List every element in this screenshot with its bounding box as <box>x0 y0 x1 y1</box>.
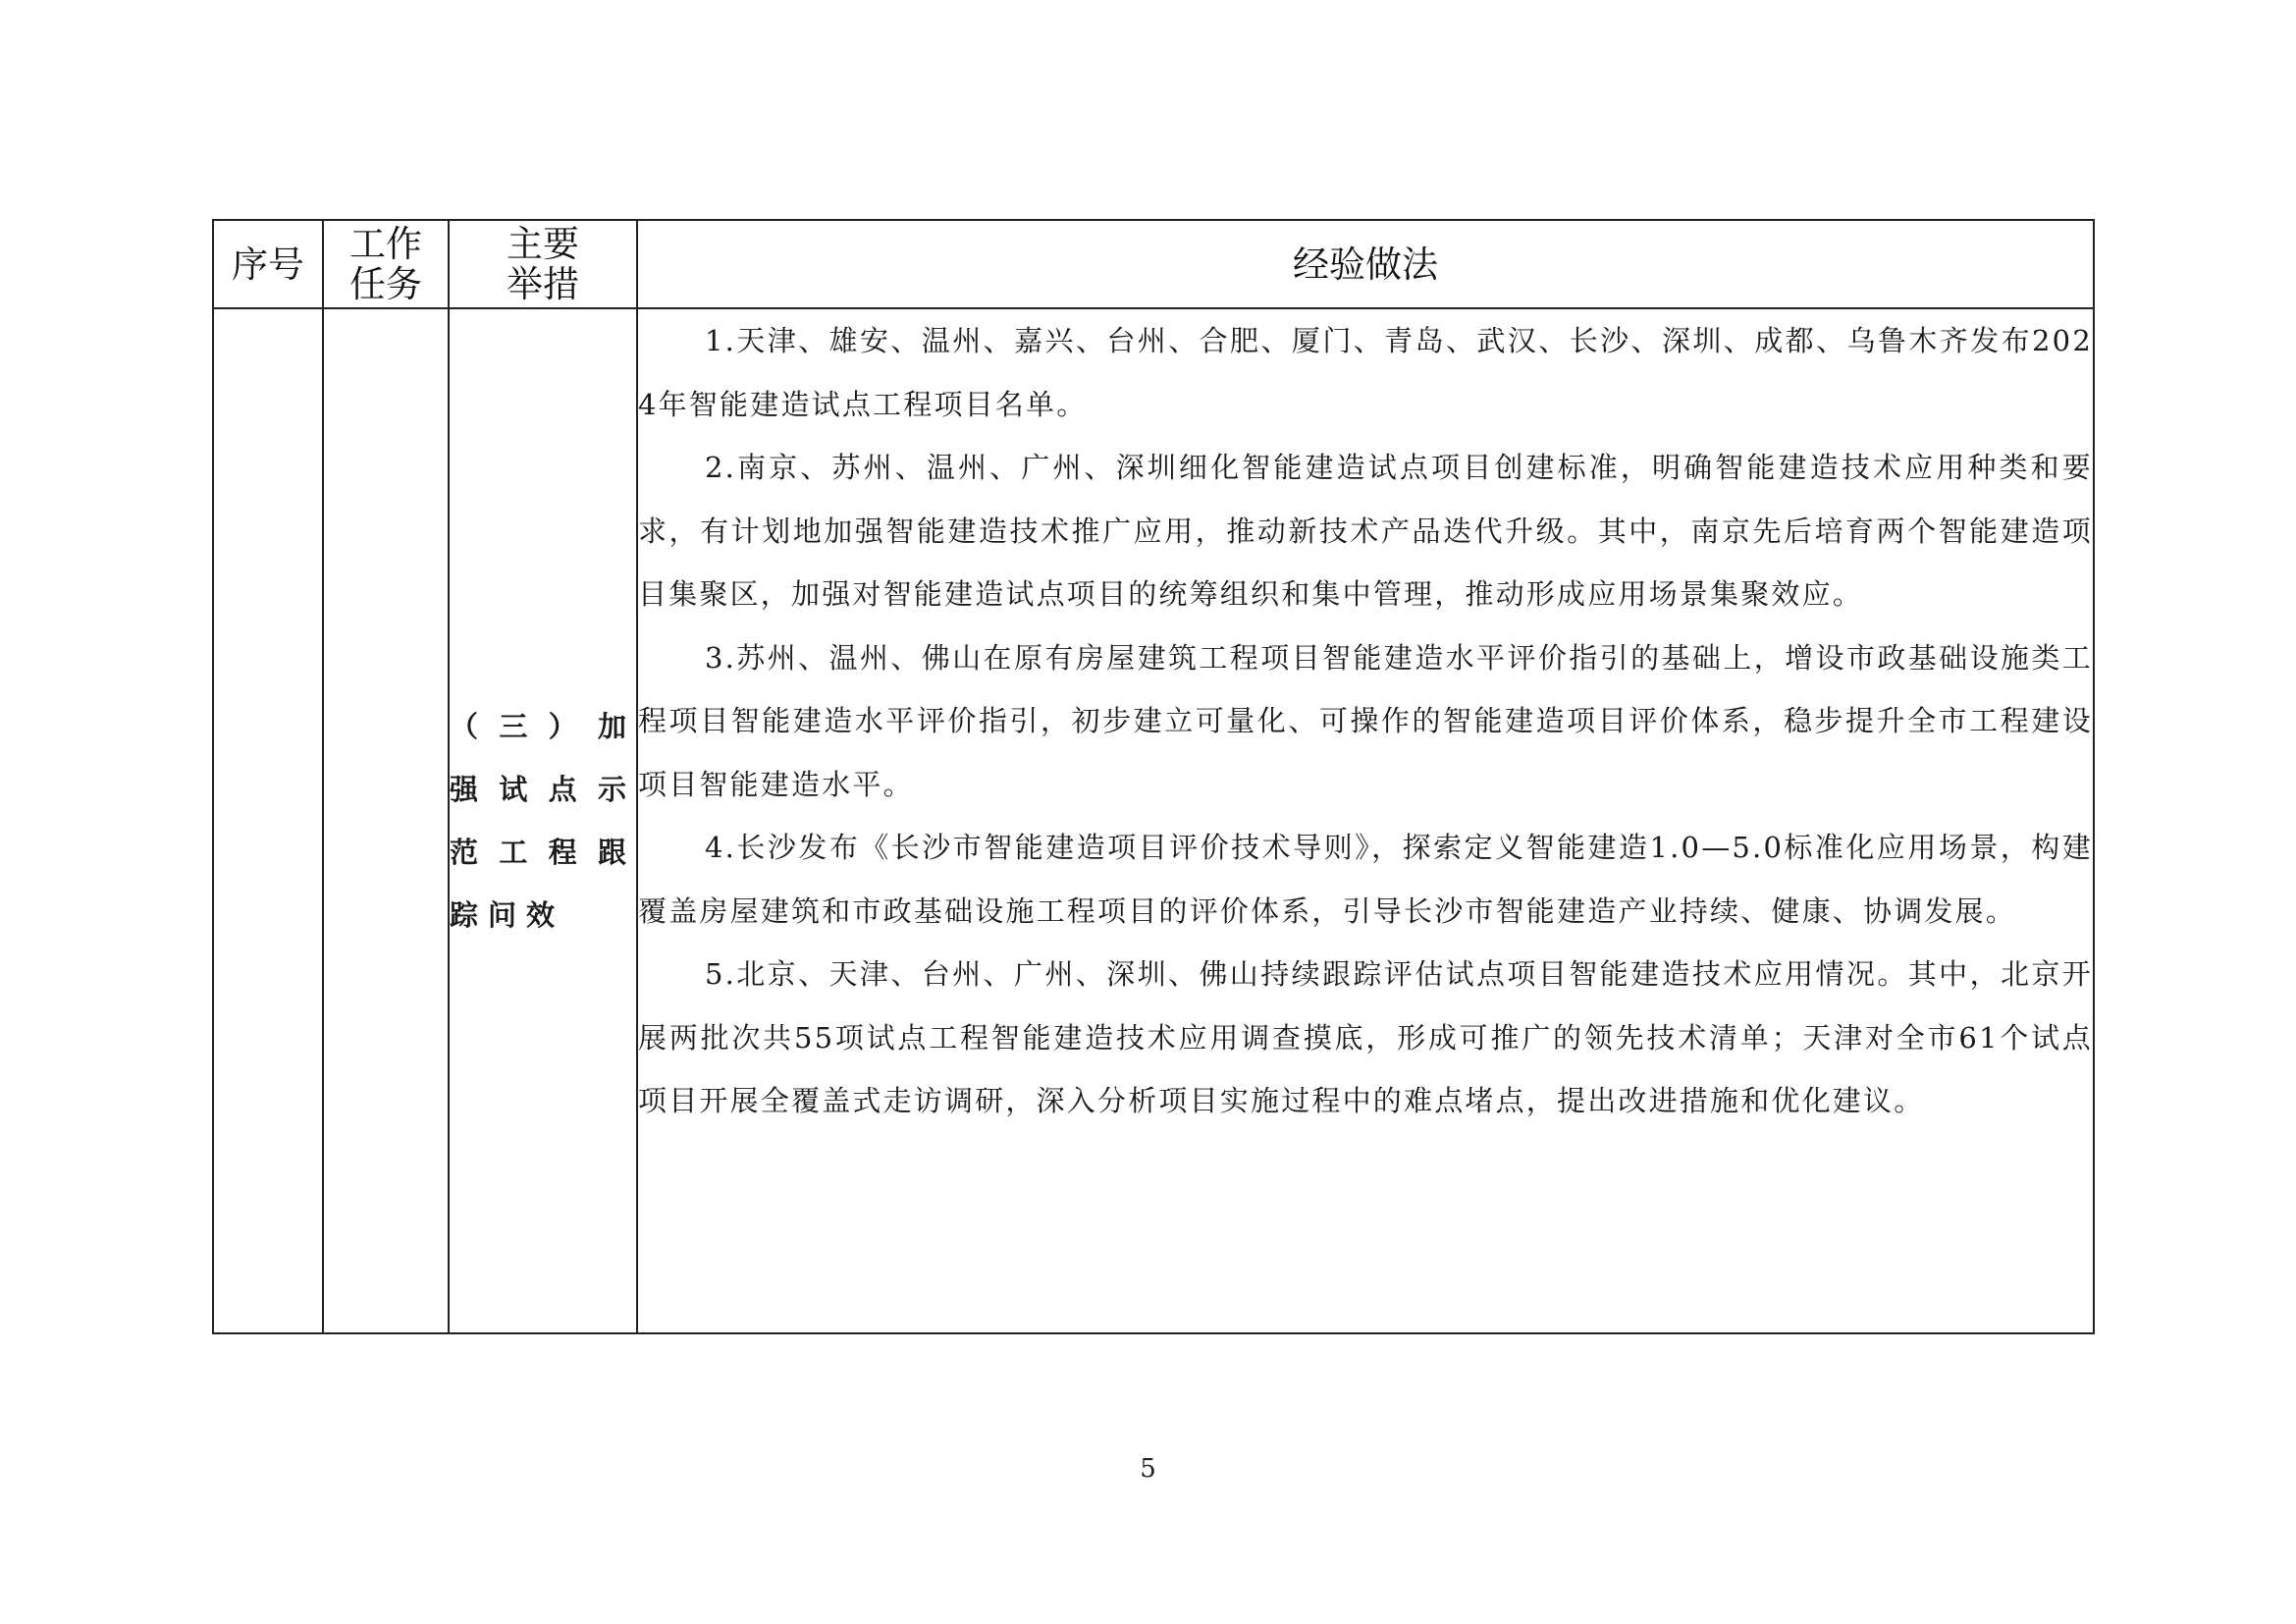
cell-seq <box>213 308 323 1333</box>
experience-paragraph-4: 4.长沙发布《长沙市智能建造项目评价技术导则》，探索定义智能建造1.0—5.0标准化应用场景，构建覆盖房屋建筑和市政基础设施工程项目的评价体系，引导长沙市智能建造产业持续、健康、协调发展。 <box>638 831 2093 928</box>
experience-paragraph-5: 5.北京、天津、台州、广州、深圳、佛山持续跟踪评估试点项目智能建造技术应用情况。其中，北京开展两批次共55项试点工程智能建造技术应用调查摸底，形成可推广的领先技术清单；天津对全市61个试点项目开展全覆盖式走访调研，深入分析项目实施过程中的难点堵点，提出改进措施和优化建议。 <box>638 957 2093 1117</box>
header-seq-label: 序号 <box>232 243 304 286</box>
table-row <box>213 308 2094 1333</box>
page-number: 5 <box>1140 1454 1156 1484</box>
header-measure-line2: 举措 <box>507 263 579 305</box>
experience-paragraph-2: 2.南京、苏州、温州、广州、深圳细化智能建造试点项目创建标准，明确智能建造技术应用种类和要求，有计划地加强智能建造技术推广应用，推动新技术产品迭代升级。其中，南京先后培育两个智能建造项目集聚区，加强对智能建造试点项目的统筹组织和集中管理，推动形成应用场景集聚效应。 <box>638 451 2093 611</box>
header-measure-line1: 主要 <box>507 223 579 265</box>
header-seq <box>213 220 323 308</box>
table-header-row <box>213 220 2094 308</box>
experience-table <box>212 219 2095 1334</box>
cell-experience <box>637 308 2094 1333</box>
header-measure <box>449 220 637 308</box>
header-task-line1: 工作 <box>349 223 422 265</box>
header-task-line2: 任务 <box>349 263 422 305</box>
cell-task <box>323 308 449 1333</box>
header-experience-label: 经验做法 <box>1293 243 1438 286</box>
experience-paragraph-1: 1.天津、雄安、温州、嘉兴、台州、合肥、厦门、青岛、武汉、长沙、深圳、成都、乌鲁木齐发布2024年智能建造试点工程项目名单。 <box>638 324 2093 421</box>
cell-measure <box>449 308 637 1333</box>
header-experience <box>637 220 2094 308</box>
header-task <box>323 220 449 308</box>
measure-text: （三）加强试点示范工程跟踪问效 <box>450 710 636 932</box>
experience-paragraph-3: 3.苏州、温州、佛山在原有房屋建筑工程项目智能建造水平评价指引的基础上，增设市政基础设施类工程项目智能建造水平评价指引，初步建立可量化、可操作的智能建造项目评价体系，稳步提升全市工程建设项目智能建造水平。 <box>638 640 2093 801</box>
